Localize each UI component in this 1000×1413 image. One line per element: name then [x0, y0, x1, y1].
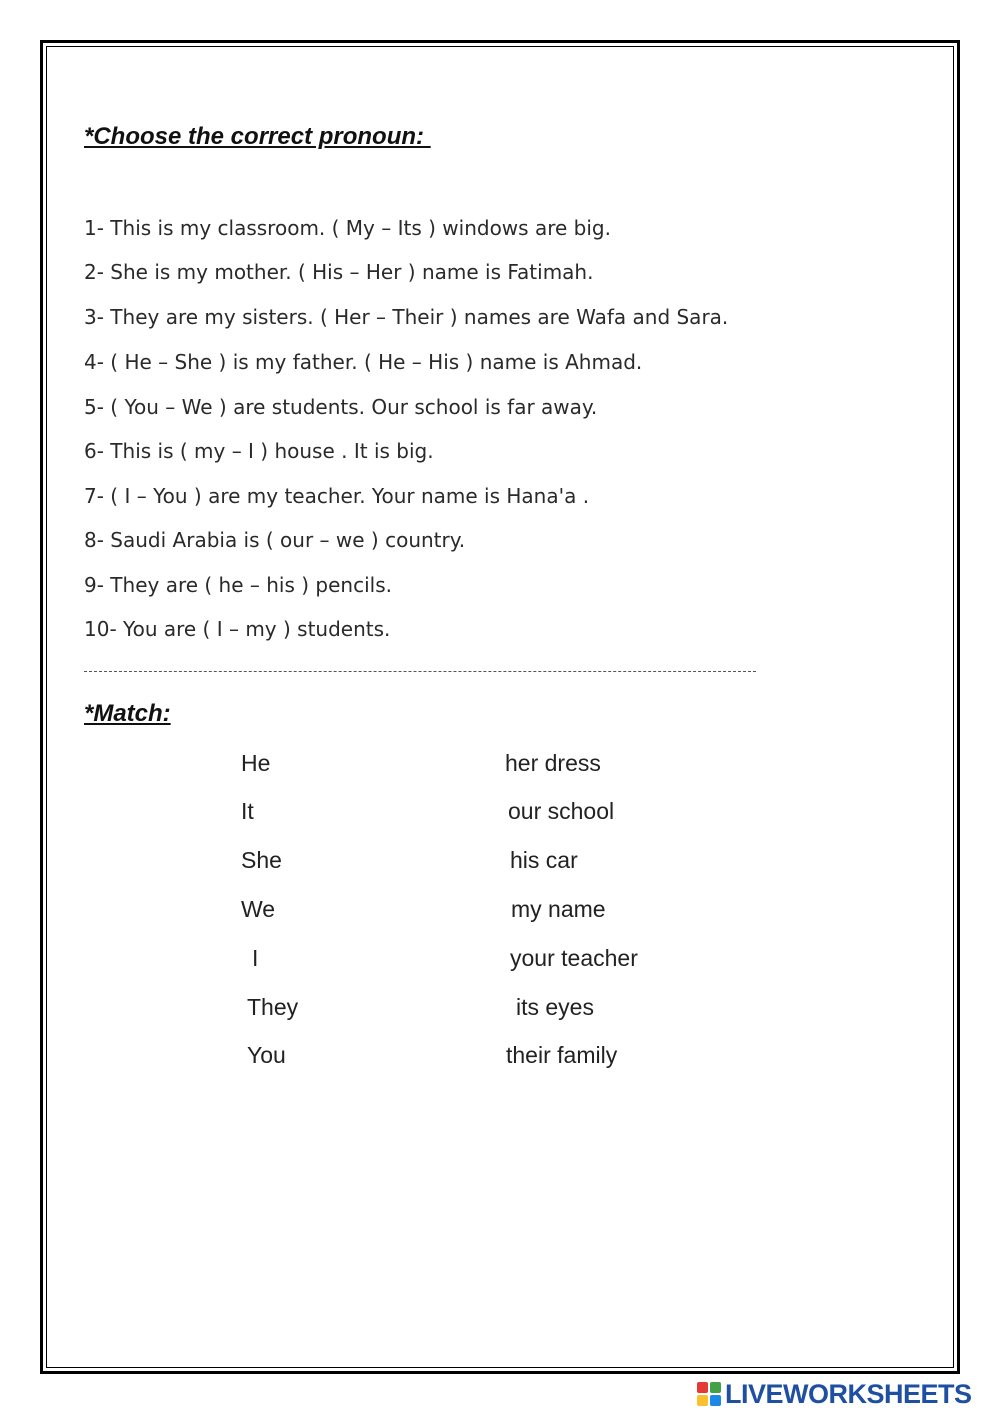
page-border-inner	[46, 46, 954, 1368]
question-2: 2- She is my mother. ( His – Her ) name is Fatimah.	[84, 260, 594, 284]
question-1: 1- This is my classroom. ( My – Its ) windows are big.	[84, 216, 611, 240]
match-pronoun: We	[241, 896, 276, 922]
question-10: 10- You are ( I – my ) students.	[84, 617, 391, 641]
question-3: 3- They are my sisters. ( Her – Their ) names are Wafa and Sara.	[84, 305, 729, 329]
match-phrase: their family	[506, 1042, 618, 1068]
match-pronoun: It	[241, 798, 254, 824]
logo-square	[710, 1382, 721, 1393]
match-phrase: his car	[510, 847, 578, 873]
match-phrase: our school	[508, 798, 615, 824]
match-pronoun: I	[252, 945, 259, 971]
logo-square	[710, 1395, 721, 1406]
question-4: 4- ( He – She ) is my father. ( He – His ) name is Ahmad.	[84, 350, 643, 374]
match-pronoun: She	[241, 847, 282, 873]
question-7: 7- ( I – You ) are my teacher. Your name is Hana'a .	[84, 484, 590, 508]
liveworksheets-logo[interactable]	[697, 1378, 972, 1410]
match-pronoun: You	[247, 1042, 286, 1068]
match-phrase: her dress	[505, 750, 601, 776]
match-phrase: its eyes	[516, 994, 594, 1020]
question-9: 9- They are ( he – his ) pencils.	[84, 573, 392, 597]
section-heading-choose: *Choose the correct pronoun:	[84, 123, 431, 150]
question-8: 8- Saudi Arabia is ( our – we ) country.	[84, 528, 466, 552]
logo-square	[697, 1395, 708, 1406]
match-pronoun: He	[241, 750, 271, 776]
logo-text: LIVEWORKSHEETS	[725, 1378, 972, 1409]
match-phrase: your teacher	[510, 945, 638, 971]
section-divider	[84, 671, 756, 672]
match-pronoun: They	[247, 994, 299, 1020]
logo-square	[697, 1382, 708, 1393]
section-heading-match: *Match:	[84, 700, 171, 727]
match-phrase: my name	[511, 896, 606, 922]
question-5: 5- ( You – We ) are students. Our school is far away.	[84, 395, 598, 419]
question-6: 6- This is ( my – I ) house . It is big.	[84, 439, 434, 463]
logo-mark-icon	[697, 1382, 721, 1406]
